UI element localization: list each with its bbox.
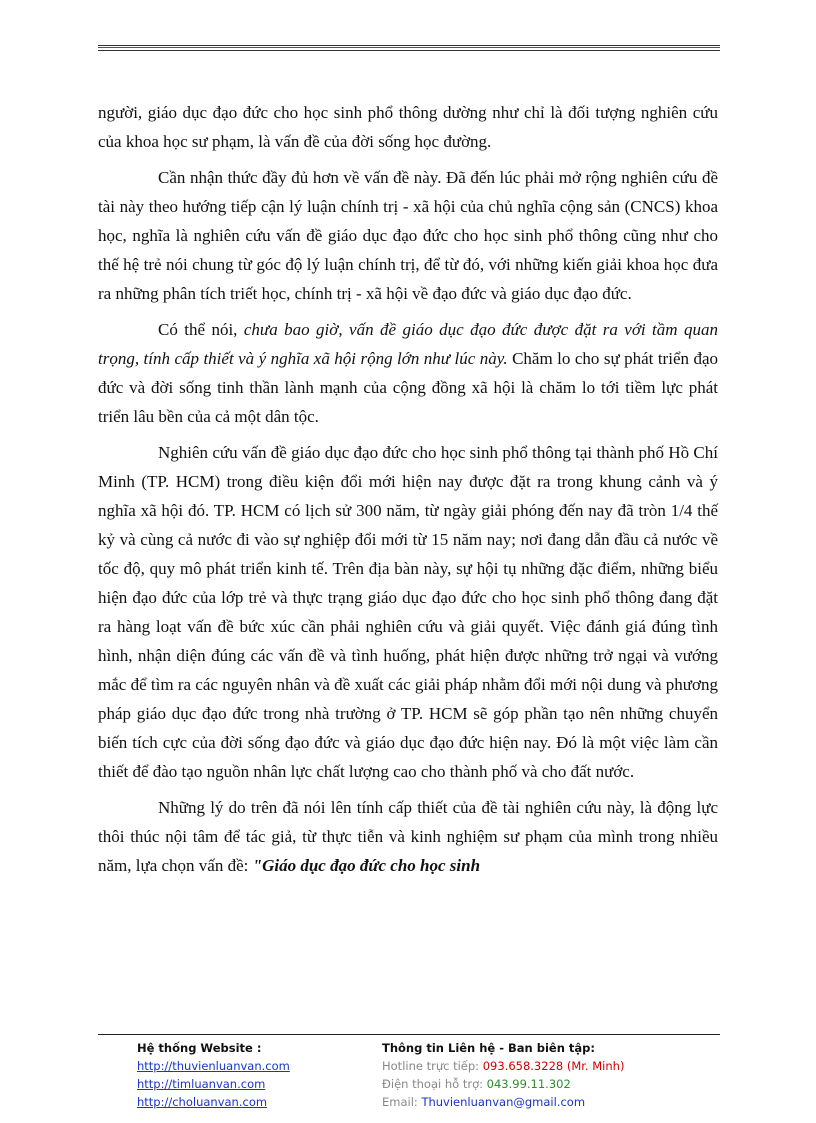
paragraph-2: Cần nhận thức đầy đủ hơn về vấn đề này. Đã đến lúc phải mở rộng nghiên cứu đề tài này theo hướng tiếp cận lý luận chính trị - xã hội của chủ nghĩa cộng sản (CNCS) khoa học, nghĩa là nghiên cứu vấn đề giáo dục đạo đức cho học sinh phổ thông cũng như cho thế hệ trẻ nói chung từ góc độ lý luận chính trị, để từ đó, với những kiến giải khoa học đưa ra những phân tích triết học, chính trị - xã hội về đạo đức và giáo dục đạo đức. [98,168,718,303]
paragraph-3-italic: chưa bao giờ, vấn đề giáo dục đạo đức được đặt ra với tầm quan trọng, tính cấp thiết và ý nghĩa xã hội rộng lớn như lúc này. [98,320,718,368]
paragraph-5-title: "Giáo dục đạo đức cho học sinh [252,856,481,875]
support-value: 043.99.11.302 [486,1077,571,1091]
website-link-timluanvan[interactable]: http://timluanvan.com [137,1077,266,1091]
footer-rule [98,1034,720,1035]
email-line [382,1093,682,1111]
footer-websites-heading: Hệ thống Website : [137,1041,262,1055]
footer-contact [382,1039,682,1111]
email-value[interactable]: Thuvienluanvan@gmail.com [421,1095,586,1109]
footer-websites [137,1039,367,1111]
website-link-choluanvan[interactable]: http://choluanvan.com [137,1095,268,1109]
hotline-value: 093.658.3228 (Mr. Minh) [482,1059,625,1073]
support-line [382,1075,682,1093]
website-link-thuvienluanvan[interactable]: http://thuvienluanvan.com [137,1059,290,1073]
paragraph-5-start: Những lý do trên đã nói lên tính cấp thiết của đề tài nghiên cứu này, là động lực thôi thúc nội tâm để tác giả, từ thực tiễn và kinh nghiệm sư phạm của mình trong nhiều năm, lựa chọn vấn đề: [98,798,718,875]
hotline-line [382,1057,682,1075]
footer-contact-heading: Thông tin Liên hệ - Ban biên tập: [382,1041,595,1055]
paragraph-5 [98,793,718,880]
header-double-rule [98,45,720,51]
paragraph-4: Nghiên cứu vấn đề giáo dục đạo đức cho học sinh phổ thông tại thành phố Hồ Chí Minh (TP. HCM) trong điều kiện đổi mới hiện nay được đặt ra trong khung cảnh và ý nghĩa xã hội đó. TP. HCM có lịch sử 300 năm, từ ngày giải phóng đến nay đã tròn 1/4 thế kỷ và cùng cả nước đi vào sự nghiệp đổi mới từ 15 năm nay; nơi đang dẫn đầu cả nước về tốc độ, quy mô phát triển kinh tế. Trên địa bàn này, sự hội tụ những đặc điểm, những biểu hiện đạo đức của lớp trẻ và thực trạng giáo dục đạo đức cho học sinh phổ thông đang đặt ra hàng loạt vấn đề bức xúc cần phải nghiên cứu và giải quyết. Việc đánh giá đúng tình hình, nhận diện đúng các vấn đề và tình huống, phát hiện được những trở ngại và vướng mắc để tìm ra các nguyên nhân và đề xuất các giải pháp nhằm đổi mới nội dung và phương pháp giáo dục đạo đức trong nhà trường ở TP. HCM sẽ góp phần tạo nên những chuyển biến tích cực của đời sống đạo đức và giáo dục đạo đức hiện nay. Đó là một việc làm cần thiết để đào tạo nguồn nhân lực chất lượng cao cho thành phố và cho đất nước. [98,443,718,781]
paragraph-3 [98,315,718,431]
main-text [98,98,718,887]
paragraph-3-start: Có thể nói, [158,320,244,339]
hotline-label: Hotline trực tiếp: [382,1059,483,1073]
email-label: Email: [382,1095,422,1109]
paragraph-3-end: Chăm lo cho sự phát triển đạo đức và đời sống tinh thần lành mạnh của cộng đồng xã hội là chăm lo tới tiềm lực phát triển lâu bền của cả một dân tộc. [98,349,718,426]
support-label: Điện thoại hỗ trợ: [382,1077,487,1091]
paragraph-1: người, giáo dục đạo đức cho học sinh phổ thông dường như chỉ là đối tượng nghiên cứu của khoa học sư phạm, là vấn đề của đời sống học đường. [98,103,718,151]
